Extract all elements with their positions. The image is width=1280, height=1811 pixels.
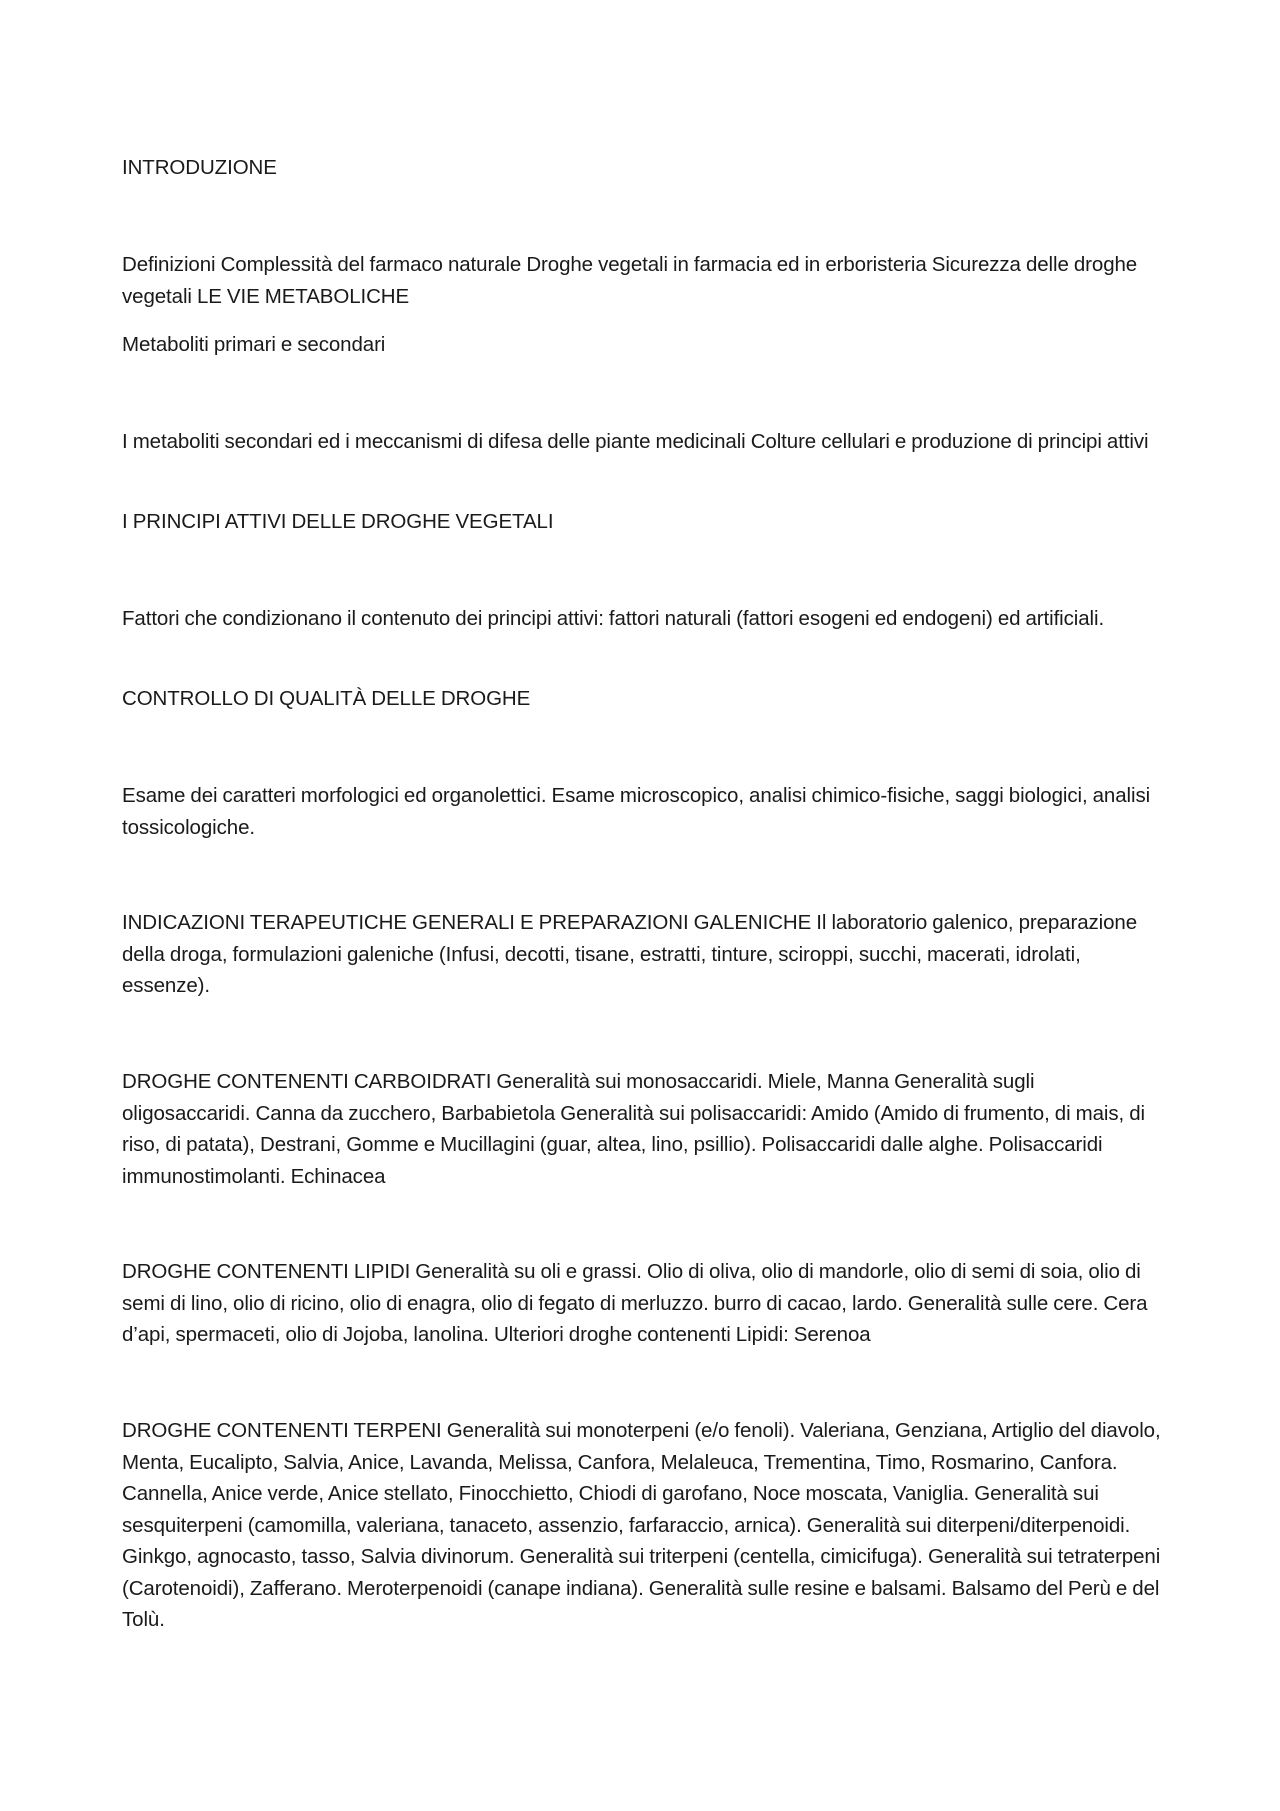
paragraph-metaboliti: Metaboliti primari e secondari (122, 333, 386, 356)
paragraph-definizioni: Definizioni Complessità del farmaco naturale Droghe vegetali in farmacia ed in erboristeria Sicurezza delle droghe vegetali LE VIE METABOLICHE (122, 253, 1138, 308)
paragraph-fattori: Fattori che condizionano il contenuto dei principi attivi: fattori naturali (fattori esogeni ed endogeni) ed artificiali. (122, 607, 1105, 630)
section-heading-introduzione: INTRODUZIONE (122, 156, 277, 179)
section-heading-principi-attivi: I PRINCIPI ATTIVI DELLE DROGHE VEGETALI (122, 510, 554, 533)
paragraph-indicazioni-terapeutiche: INDICAZIONI TERAPEUTICHE GENERALI E PREPARAZIONI GALENICHE Il laboratorio galenico, preparazione della droga, formulazioni galeniche (Infusi, decotti, tisane, estratti, tinture, sciroppi, succhi, macerati, idrolati, essenze). (122, 911, 1138, 997)
paragraph-droghe-terpeni: DROGHE CONTENENTI TERPENI Generalità sui monoterpeni (e/o fenoli). Valeriana, Genziana, Artiglio del diavolo, Menta, Eucalipto, Salvia, Anice, Lavanda, Melissa, Canfora, Melaleuca, Trementina, Timo, Rosmarino, Canfora. Cannella, Anice verde, Anice stellato, Finocchietto, Chiodi di garofano, Noce moscata, Vaniglia. Generalità sui sesquiterpeni (camomilla, valeriana, tanaceto, assenzio, farfaraccio, arnica). Generalità sui diterpeni/diterpenoidi. Ginkgo, agnocasto, tasso, Salvia divinorum. Generalità sui triterpeni (centella, cimicifuga). Generalità sui tetraterpeni (Carotenoidi), Zafferano. Meroterpenoidi (canape indiana). Generalità sulle resine e balsami. Balsamo del Perù e del Tolù. (122, 1419, 1161, 1631)
paragraph-esame: Esame dei caratteri morfologici ed organolettici. Esame microscopico, analisi chimico-fisiche, saggi biologici, analisi tossicologiche. (122, 784, 1151, 839)
section-heading-controllo-qualita: CONTROLLO DI QUALITÀ DELLE DROGHE (122, 687, 531, 710)
paragraph-droghe-carboidrati: DROGHE CONTENENTI CARBOIDRATI Generalità sui monosaccaridi. Miele, Manna Generalità sugli oligosaccaridi. Canna da zucchero, Barbabietola Generalità sui polisaccaridi: Amido (Amido di frumento, di mais, di riso, di patata), Destrani, Gomme e Mucillagini (guar, altea, lino, psillio). Polisaccaridi dalle alghe. Polisaccaridi immunostimolanti. Echinacea (122, 1070, 1145, 1188)
paragraph-droghe-lipidi: DROGHE CONTENENTI LIPIDI Generalità su oli e grassi. Olio di oliva, olio di mandorle, olio di semi di soia, olio di semi di lino, olio di ricino, olio di enagra, olio di fegato di merluzzo. burro di cacao, lardo. Generalità sulle cere. Cera d’api, spermaceti, olio di Jojoba, lanolina. Ulteriori droghe contenenti Lipidi: Serenoa (122, 1260, 1148, 1346)
paragraph-metaboliti-secondari: I metaboliti secondari ed i meccanismi di difesa delle piante medicinali Colture cellulari e produzione di principi attivi (122, 430, 1149, 453)
